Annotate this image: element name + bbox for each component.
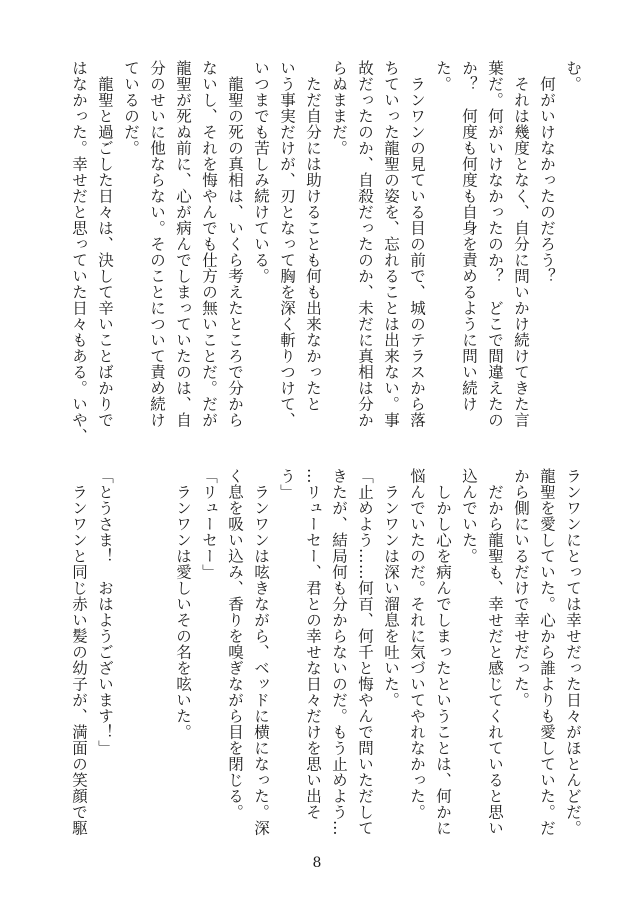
- text-line: ランワンは呟きながら、ベッドに横になった。深: [252, 468, 270, 836]
- text-line: ランワンは愛しいその名を呟いた。: [174, 468, 192, 740]
- text-line: しかし心を病んでしまったということは、何かに: [434, 468, 452, 836]
- text-line: 龍聖と過ごした日々は、決して辛いことばかりで: [96, 60, 114, 428]
- text-line: た。: [434, 60, 452, 92]
- text-line: く息を吸い込み、香りを嗅ぎながら目を閉じる。: [226, 468, 244, 820]
- text-line: 「止めよう……何百、何千と悔やんで問いただして: [356, 468, 374, 836]
- text-line: …リューセー、君との幸せな日々だけを思い出そ: [304, 468, 322, 820]
- text-line: 故だったのか、自殺だったのか、未だに真相は分か: [356, 60, 374, 428]
- text-line: らぬままだ。: [330, 60, 348, 156]
- text-line: 龍聖の死の真相は、いくら考えたところで分から: [226, 60, 244, 428]
- text-line: む。: [564, 60, 582, 92]
- text-line: 分のせいに他ならない。そのことについて責め続け: [148, 60, 166, 428]
- text-line: [118, 468, 144, 828]
- page-number: 8: [312, 855, 322, 871]
- text-line: 「リューセー」: [200, 468, 218, 580]
- text-line: ちていった龍聖の姿を、忘れることは出来ない。事: [382, 60, 400, 428]
- text-line: それは幾度となく、自分に問いかけ続けてきた言: [512, 60, 530, 428]
- text-line: ランワンの見ている目の前で、城のテラスから落: [408, 60, 426, 428]
- text-line: う」: [278, 468, 296, 500]
- text-line: 「とうさま！ おはようございます！」: [96, 468, 114, 756]
- text-line: か？ 何度も何度も自身を責めるように問い続け: [460, 60, 478, 412]
- text-line: 何がいけなかったのだろう？: [538, 60, 556, 284]
- text-line: はなかった。幸せだと思っていた日々もある。いや、: [70, 60, 88, 444]
- text-line: ランワンと同じ赤い髪の幼子が、満面の笑顔で駆: [70, 468, 88, 836]
- text-line: だから龍聖も、幸せだと感じてくれていると思い: [486, 468, 504, 836]
- upper-text-block: [56, 60, 586, 444]
- text-line: 葉だ。何がいけなかったのか？ どこで間違えたの: [486, 60, 504, 428]
- text-line: いう事実だけが、刃となって胸を深く斬りつけて、: [278, 60, 296, 428]
- lower-text-block: [56, 468, 586, 836]
- text-line: ているのだ。: [122, 60, 140, 156]
- text-line: 龍聖を愛していた。心から誰よりも愛していた。だ: [538, 468, 556, 836]
- text-line: 龍聖が死ぬ前に、心が病んでしまっていたのは、自: [174, 60, 192, 428]
- text-line: 悩んでいたのだ。それに気づいてやれなかった。: [408, 468, 426, 820]
- text-line: いつまでも苦しみ続けている。: [252, 60, 270, 284]
- text-line: ランワンは深い溜息を吐いた。: [382, 468, 400, 708]
- text-line: きたが、結局何も分からないのだ。もう止めよう…: [330, 468, 348, 836]
- text-line: ただ自分には助けることも何も出来なかったと: [304, 60, 322, 412]
- text-line: ランワンにとっては幸せだった日々がほとんどだ。: [564, 468, 582, 836]
- text-line: から側にいるだけで幸せだった。: [512, 468, 530, 708]
- text-line: [144, 468, 170, 828]
- text-line: 込んでいた。: [460, 468, 478, 564]
- text-line: ないし、それを悔やんでも仕方の無いことだ。だが: [200, 60, 218, 428]
